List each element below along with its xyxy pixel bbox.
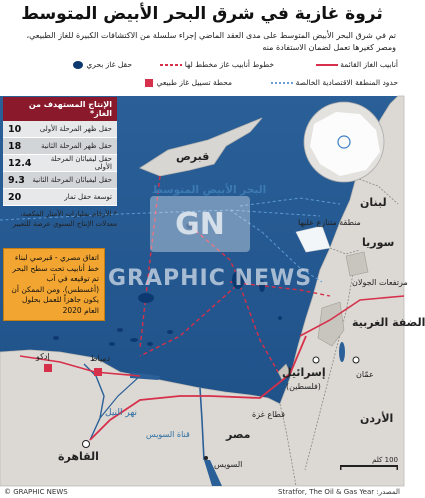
legend [0, 58, 404, 94]
production-row [3, 138, 117, 155]
label-palestine: (فلسطين) [286, 382, 321, 391]
label-syria: سوريا [362, 236, 395, 249]
gas-field-small-1 [117, 328, 123, 332]
watermark-gn-logo [150, 196, 250, 252]
production-note: * الأرقام بمليارات الأمتار المكعبة، معدلات الإنتاج السنوي عرضة للتغيير [12, 210, 117, 228]
legend-existing-pipeline [312, 60, 398, 69]
locator-globe [304, 102, 384, 182]
production-row [3, 121, 117, 138]
page-subtitle: تم في شرق البحر الأبيض المتوسط على مدى العقد الماضي إجراء سلسلة من الاكتشافات الكبيرة للغاز الطبيعي، ومصر كغيرها تعمل لضمان الاستفادة منه [26, 31, 396, 52]
production-field-name: حقل ظهر المرحلة الأولى [39, 125, 112, 133]
scale-line [340, 465, 398, 470]
legend-lng-label: محطة تسييل غاز طبيعي [156, 78, 232, 87]
label-disputed-zone: منطقة متنازع عليها [298, 218, 361, 227]
city-amman-marker [353, 357, 359, 363]
label-suez-canal: قناة السويس [146, 430, 190, 439]
gas-field-small-4 [167, 330, 173, 334]
production-row [3, 172, 117, 189]
label-amman: عمّان [356, 370, 374, 379]
label-idku: إدكو [36, 352, 50, 361]
legend-existing-label: أنابيب الغاز القائمة [340, 60, 398, 69]
label-cairo: القاهرة [58, 450, 99, 463]
legend-eez-label: حدود المنطقة الاقتصادية الخالصة [295, 78, 398, 87]
label-west-bank: الضفة الغربية [352, 316, 425, 329]
production-row [3, 155, 117, 172]
production-row [3, 189, 117, 206]
production-value: 12.4 [8, 157, 32, 169]
gas-field-small-3 [147, 342, 153, 346]
city-cairo-marker [83, 441, 90, 448]
label-lebanon: لبنان [360, 196, 387, 209]
label-jordan: الأردن [360, 412, 394, 425]
production-value: 20 [8, 191, 22, 203]
scale-label: 100 كلم [372, 456, 398, 464]
footer-credit: © GRAPHIC NEWS [4, 488, 68, 496]
legend-offshore-field [68, 60, 132, 70]
dead-sea [339, 342, 345, 362]
gas-field-small-2 [130, 338, 138, 342]
lng-plant-swatch-icon [144, 78, 154, 88]
production-field-name: حقل ليفياثان المرحلة الثانية [32, 176, 112, 184]
city-suez-marker [204, 456, 208, 460]
gas-field-swatch-icon [72, 60, 84, 70]
legend-planned-label: خطوط أنابيب غاز مخطط لها [184, 60, 274, 69]
footer-source: المصدر: Stratfor, The Oil & Gas Year [278, 488, 400, 496]
gas-field-small-5 [109, 342, 115, 346]
gas-field-small-7 [278, 316, 282, 320]
scale-bar [340, 456, 398, 470]
label-cyprus: قبرص [176, 150, 210, 163]
production-value: 10 [8, 123, 22, 135]
production-rows [3, 121, 117, 206]
planned-pipeline-swatch [160, 62, 182, 68]
city-jerusalem-marker [313, 357, 319, 363]
label-golan: مرتفعات الجولان [352, 278, 408, 287]
legend-field-label: حقل غاز بحري [86, 60, 132, 69]
label-nile: نهر النيل [105, 408, 137, 418]
lng-plant-damietta [94, 368, 102, 376]
label-gaza: قطاع غزة [252, 410, 285, 419]
label-egypt: مصر [226, 428, 251, 441]
production-value: 18 [8, 140, 22, 152]
egypt-cyprus-agreement-callout: اتفاق مصري - قبرصي لبناء خط أنابيب تحت سطح البحر تم توقيعه في آب (أغسطس). ومن الممكن أن يكون جاهزاً للعمل بحلول العام 2020 [3, 248, 105, 321]
production-field-name: حقل ليفياثان المرحلة الأولى [50, 155, 112, 171]
eez-swatch [271, 80, 293, 86]
production-field-name: توسعة حقل تمار [64, 193, 112, 201]
golan [346, 252, 368, 276]
production-field-name: حقل ظهر المرحلة الثانية [40, 142, 112, 150]
label-suez: السويس [214, 460, 243, 469]
label-damietta: دمياط [90, 354, 111, 363]
production-title: الإنتاج المستهدف من الغاز* [3, 97, 117, 121]
lng-plant-idku [44, 364, 52, 372]
page-title: ثروة غازية في شرق البحر الأبيض المتوسط [21, 4, 383, 24]
watermark-graphic-news: GRAPHIC NEWS [108, 266, 313, 291]
production-value: 9.3 [8, 174, 25, 186]
footer [0, 486, 404, 498]
svg-text:GN: GN [175, 207, 225, 242]
gas-field-small-6 [53, 336, 59, 340]
production-table [3, 97, 117, 229]
gas-field-zohr [138, 293, 154, 303]
existing-pipeline-swatch [316, 62, 338, 68]
legend-planned-pipeline [156, 60, 274, 69]
legend-eez [267, 78, 398, 87]
label-mediterranean: البحر الأبيض المتوسط [152, 184, 267, 196]
legend-lng [140, 78, 232, 88]
label-israel: إسرائيل [282, 366, 326, 379]
